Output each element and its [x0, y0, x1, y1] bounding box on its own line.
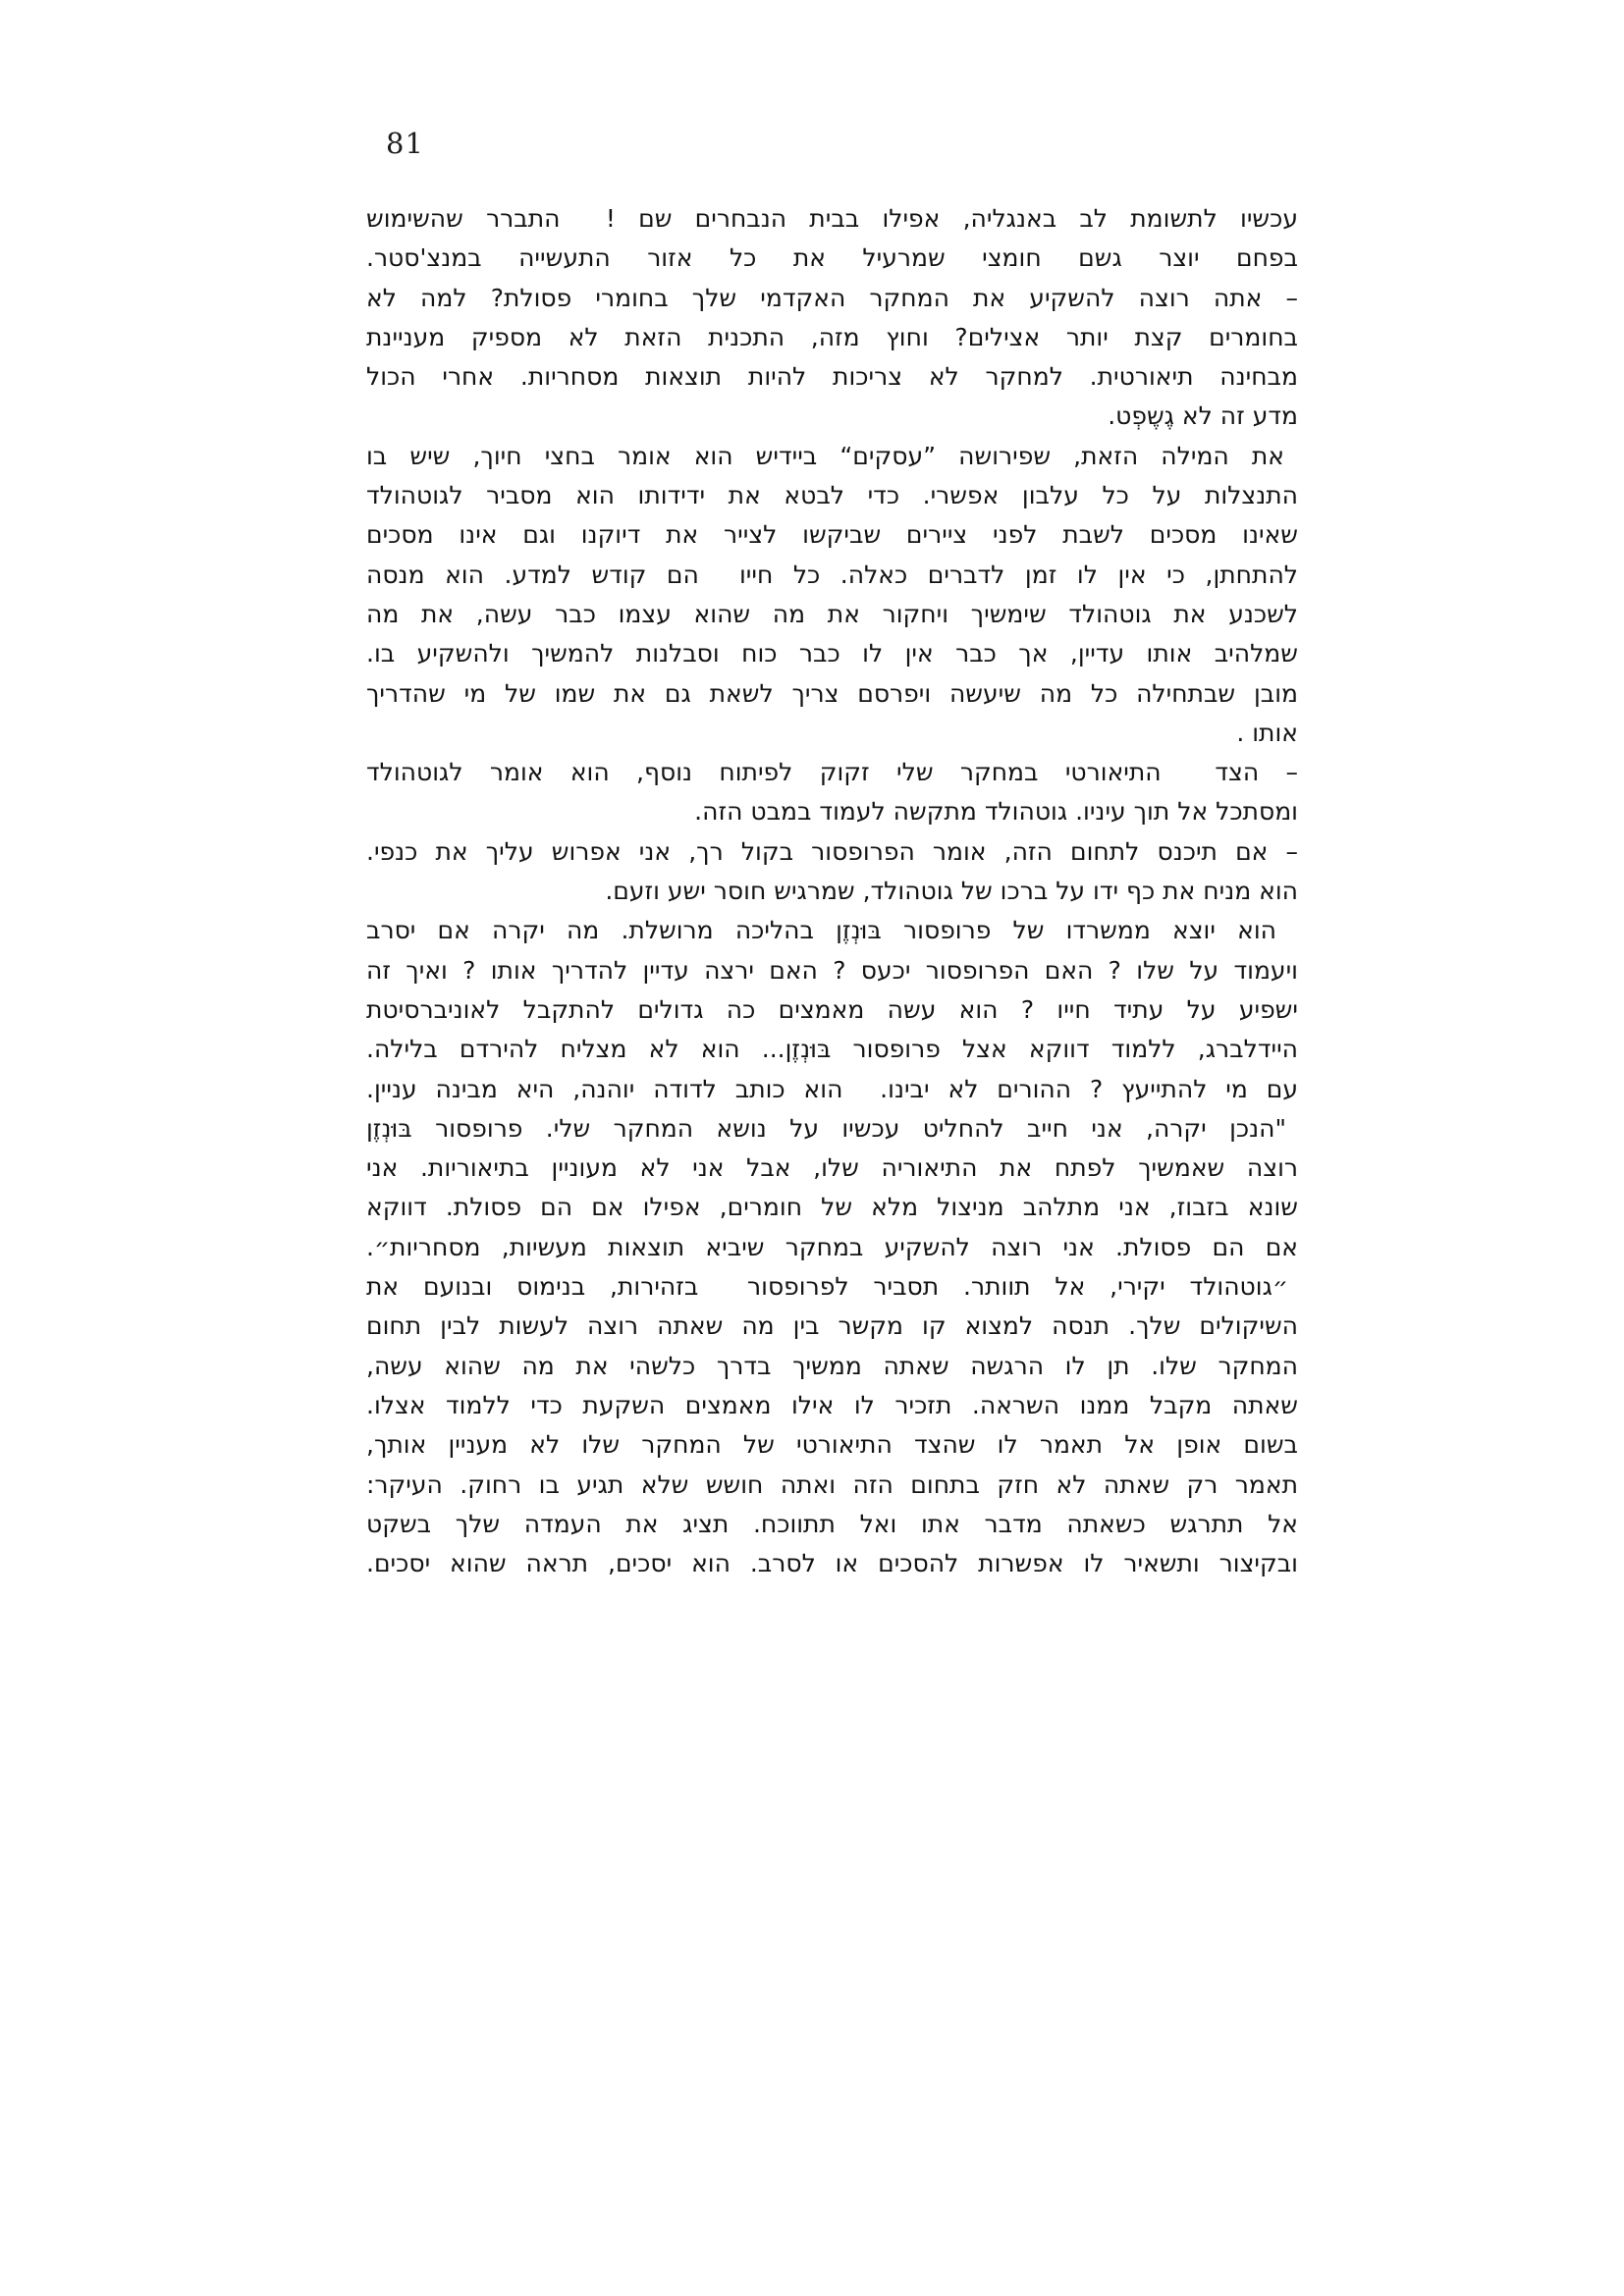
text-line: עכשיו לתשומת לב באנגליה, אפילו בבית הנבחרים שם ! התברר שהשימוש: [366, 204, 1298, 233]
text-line: מדע זה לא גֶשֶפְט.: [1108, 401, 1298, 431]
text-line: שאינו מסכים לשבת לפני ציירים שביקשו לצייר את דיוקנו וגם אינו מסכים: [366, 520, 1298, 550]
text-line: מובן שבתחילה כל מה שיעשה ויפרסם צריך לשאת גם את שמו של מי שהדריך: [366, 678, 1298, 708]
text-line: אל תתרגש כשאתה מדבר אתו ואל תתווכח. תציג את העמדה שלך בשקט: [366, 1509, 1298, 1538]
text-line: להתחתן, כי אין לו זמן לדברים כאלה. כל חייו הם קודש למדע. הוא מנסה: [366, 560, 1298, 589]
text-line: מבחינה תיאורטית. למחקר לא צריכות להיות תוצאות מסחריות. אחרי הכול: [366, 362, 1298, 392]
text-line: ישפיע על עתיד חייו ? הוא עשה מאמצים כה גדולים להתקבל לאוניברסיטת: [366, 994, 1298, 1024]
text-line: אותו .: [1236, 718, 1298, 747]
text-line: שונא בזבוז, אני מתלהב מניצול מלא של חומרים, אפילו אם הם פסולת. דווקא: [366, 1193, 1298, 1222]
text-line: רוצה שאמשיך לפתח את התיאוריה שלו, אבל אני לא מעוניין בתיאוריות. אני: [366, 1153, 1298, 1183]
text-line: שמלהיב אותו עדיין, אך כבר אין לו כבר כוח וסבלנות להמשיך ולהשקיע בו.: [366, 639, 1298, 668]
text-line: – הצד התיאורטי במחקר שלי זקוק לפיתוח נוסף, הוא אומר לגוטהולד: [366, 758, 1298, 787]
text-line: ומסתכל אל תוך עיניו. גוטהולד מתקשה לעמוד במבט הזה.: [694, 797, 1298, 827]
text-line: ויעמוד על שלו ? האם הפרופסור יכעס ? האם ירצה עדיין להדריך אותו ? ואיך זה: [366, 955, 1298, 985]
text-line: ובקיצור ותשאיר לו אפשרות להסכים או לסרב. הוא יסכים, תראה שהוא יסכים.: [366, 1549, 1298, 1578]
text-line: אם הם פסולת. אני רוצה להשקיע במחקר שיביא תוצאות מעשיות, מסחריות״.: [366, 1232, 1298, 1261]
text-line: – אתה רוצה להשקיע את המחקר האקדמי שלך בחומרי פסולת? למה לא: [366, 283, 1298, 312]
text-line: בשום אופן אל תאמר לו שהצד התיאורטי של המחקר שלו לא מעניין אותך,: [366, 1430, 1298, 1460]
text-line: "הנכן יקרה, אני חייב להחליט עכשיו על נושא המחקר שלי. פרופסור בּוּנְזֶן: [366, 1113, 1286, 1143]
text-line: את המילה הזאת, שפירושה ”עסקים“ ביידיש הוא אומר בחצי חיוך, שיש בו: [366, 441, 1284, 470]
text-line: לשכנע את גוטהולד שימשיך ויחקור את מה שהוא עצמו כבר עשה, את מה: [366, 599, 1298, 628]
text-line: ״גוטהולד יקירי, אל תוותר. תסביר לפרופסור בזהירות, בנימוס ובנועם את: [366, 1272, 1288, 1302]
text-line: הוא מניח את כף ידו על ברכו של גוטהולד, שמרגיש חוסר ישע וזעם.: [605, 877, 1298, 906]
text-line: המחקר שלו. תן לו הרגשה שאתה ממשיך בדרך כלשהי את מה שהוא עשה,: [366, 1351, 1298, 1380]
page-number: 81: [386, 127, 424, 160]
text-line: היידלברג, ללמוד דווקא אצל פרופסור בּוּנְזֶן... הוא לא מצליח להירדם בלילה.: [366, 1035, 1298, 1064]
text-line: השיקולים שלך. תנסה למצוא קו מקשר בין מה שאתה רוצה לעשות לבין תחום: [366, 1311, 1298, 1341]
text-line: תאמר רק שאתה לא חזק בתחום הזה ואתה חושש שלא תגיע בו רחוק. העיקר:: [366, 1469, 1298, 1499]
text-line: בחומרים קצת יותר אצילים? וחוץ מזה, התכנית הזאת לא מספיק מעניינת: [366, 322, 1298, 351]
text-line: עם מי להתייעץ ? ההורים לא יבינו. הוא כותב לדודה יוהנה, היא מבינה עניין.: [366, 1074, 1298, 1103]
text-line: הוא יוצא ממשרדו של פרופסור בּוּנְזֶן בהליכה מרושלת. מה יקרה אם יסרב: [366, 916, 1276, 945]
text-line: בפחם יוצר גשם חומצי שמרעיל את כל אזור התעשייה במנצ'סטר.: [366, 243, 1298, 273]
text-line: – אם תיכנס לתחום הזה, אומר הפרופסור בקול רך, אני אפרוש עליך את כנפי.: [366, 836, 1298, 866]
text-line: התנצלות על כל עלבון אפשרי. כדי לבטא את ידידותו הוא מסביר לגוטהולד: [366, 481, 1298, 510]
text-line: שאתה מקבל ממנו השראה. תזכיר לו אילו מאמצים השקעת כדי ללמוד אצלו.: [366, 1390, 1298, 1419]
body-text-block: [366, 199, 1298, 1583]
